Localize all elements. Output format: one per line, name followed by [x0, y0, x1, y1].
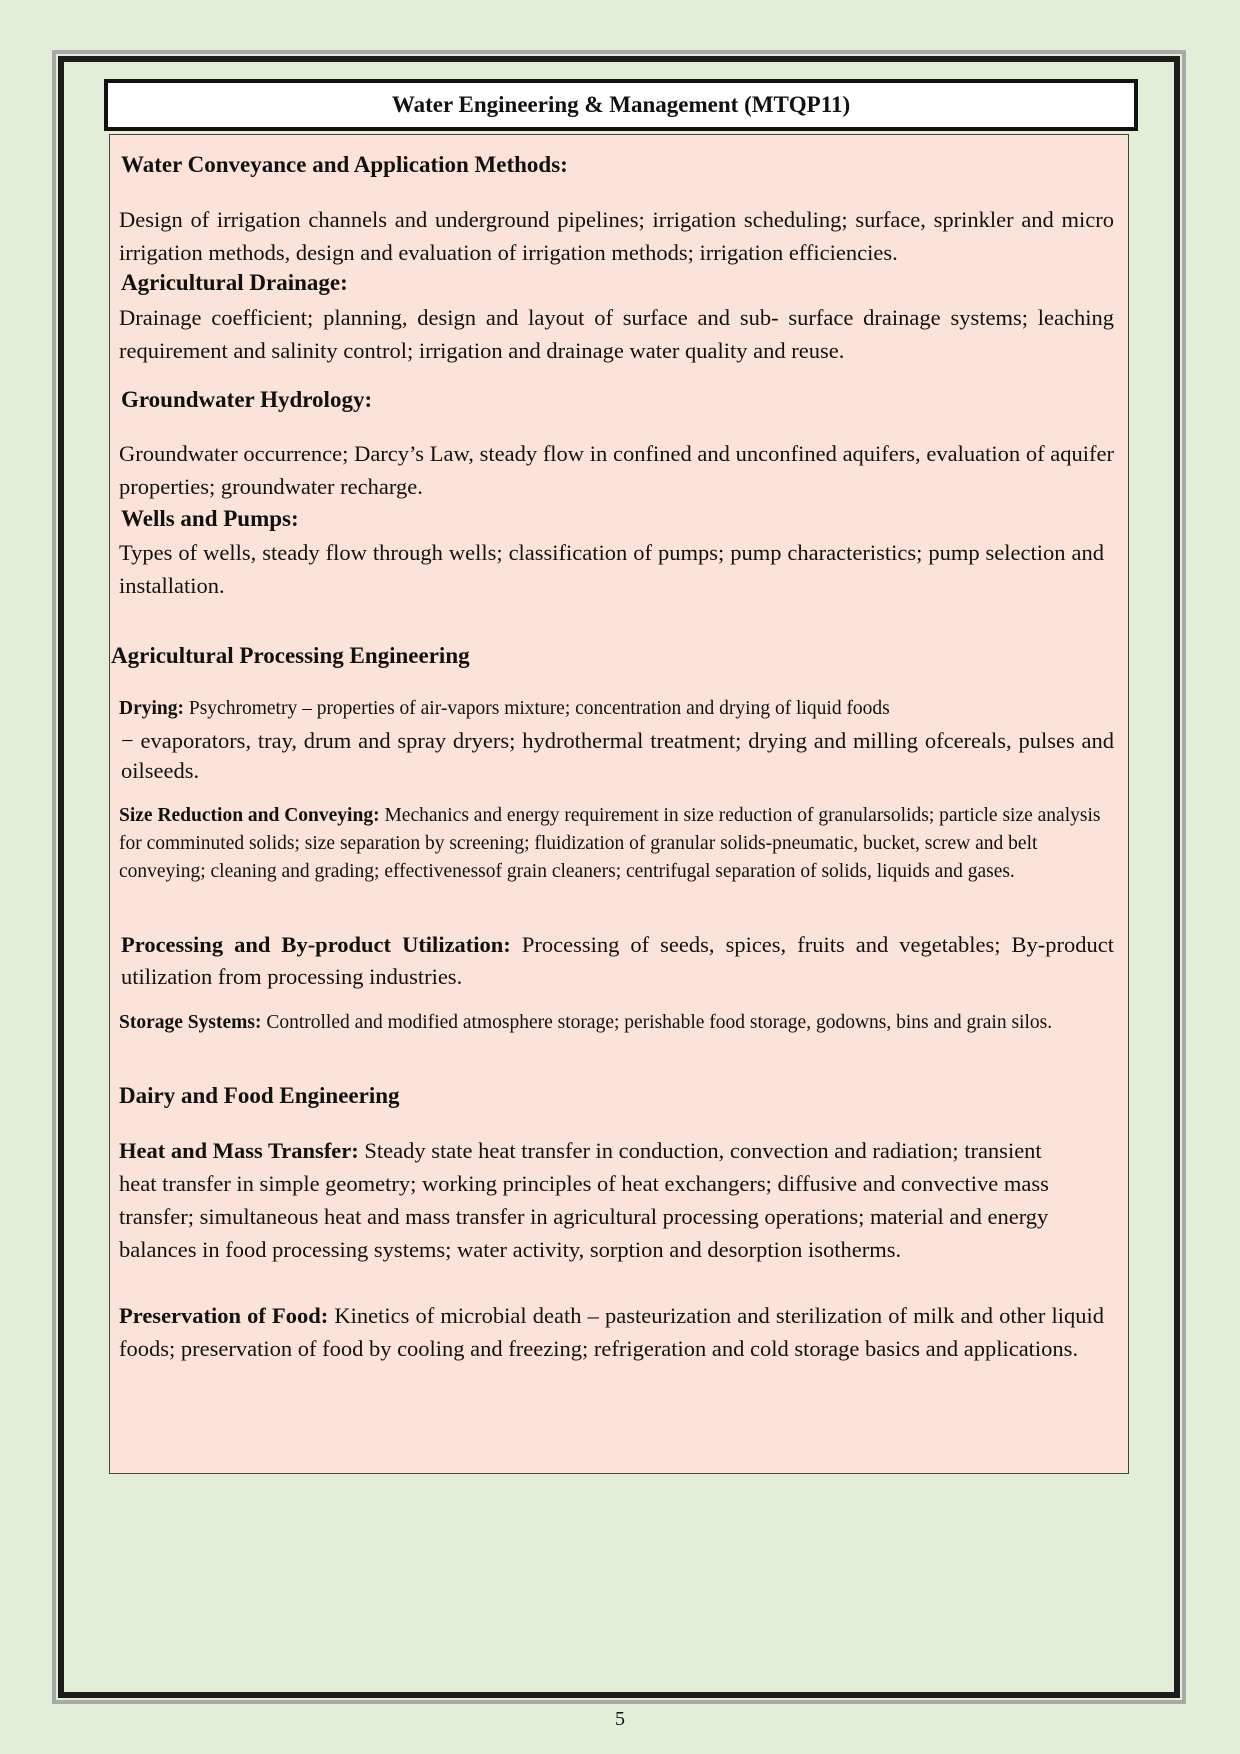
heat-mass-paragraph [119, 1134, 1079, 1266]
conveyance-text: Design of irrigation channels and underground pipelines; irrigation scheduling; surface, sprinkler and micro irrigation methods, design and evaluation of irrigation methods; irrigation efficiencies. [119, 207, 1114, 265]
dairy-heading: Dairy and Food Engineering [119, 1083, 400, 1108]
drying-text-1: Psychrometry – properties of air-vapors mixture; concentration and drying of liquid foods [184, 698, 890, 719]
page-title: Water Engineering & Management (MTQP11) [104, 79, 1138, 131]
drying-text-2: − evaporators, tray, drum and spray dryers; hydrothermal treatment; drying and milling ofcereals, pulses and oilseeds. [121, 728, 1114, 783]
byproduct-label: Processing and By-product Utilization: [121, 932, 511, 957]
preservation-paragraph [119, 1299, 1104, 1365]
heat-mass-label: Heat and Mass Transfer: [119, 1138, 359, 1163]
drying-label: Drying: [119, 698, 184, 719]
drainage-text: Drainage coefficient; planning, design and layout of surface and sub- surface drainage systems; leaching requirement and salinity control; irrigation and drainage water quality and reuse. [119, 305, 1114, 363]
preservation-label: Preservation of Food: [119, 1303, 329, 1328]
processing-heading: Agricultural Processing Engineering [111, 643, 470, 668]
size-reduction-label: Size Reduction and Conveying: [119, 805, 380, 826]
conveyance-heading: Water Conveyance and Application Methods: [121, 152, 568, 177]
groundwater-heading: Groundwater Hydrology: [121, 387, 373, 412]
storage-text: Controlled and modified atmosphere storage; perishable food storage, godowns, bins and grain silos. [261, 1012, 1053, 1033]
preservation-text: Kinetics of microbial death – pasteurization and sterilization of milk and other liquid foods; preservation of food by cooling and freezing; refrigeration and cold storage basics and applications. [119, 1303, 1104, 1361]
groundwater-text: Groundwater occurrence; Darcy’s Law, steady flow in confined and unconfined aquifers, evaluation of aquifer properties; groundwater recharge. [119, 441, 1114, 499]
storage-paragraph [119, 1009, 1114, 1037]
byproduct-text: Processing of seeds, spices, fruits and vegetables; By-product utilization from processing industries. [121, 932, 1115, 989]
byproduct-paragraph [121, 929, 1114, 993]
heat-mass-text: Steady state heat transfer in conduction, convection and radiation; transient heat transfer in simple geometry; working principles of heat exchangers; diffusive and convective mass transfer; simultaneous heat and mass transfer in agricultural processing operations; material and energy balances in food processing systems; water activity, sorption and desorption isotherms. [119, 1138, 1049, 1262]
drying-line1 [119, 695, 1119, 723]
wells-text: Types of wells, steady flow through wells; classification of pumps; pump characteristics; pump selection and installation. [119, 540, 1104, 598]
drainage-heading: Agricultural Drainage: [121, 270, 348, 295]
size-reduction-text: Mechanics and energy requirement in size reduction of granularsolids; particle size analysis for comminuted solids; size separation by screening; fluidization of granular solids-pneumatic, bucket, screw and belt conveying; cleaning and grading; effectivenessof grain cleaners; centrifugal separation of solids, liquids and gases. [119, 805, 1101, 882]
wells-heading: Wells and Pumps: [121, 506, 299, 531]
page-number: 5 [615, 1708, 625, 1730]
size-reduction-paragraph [119, 802, 1114, 886]
storage-label: Storage Systems: [119, 1012, 262, 1033]
